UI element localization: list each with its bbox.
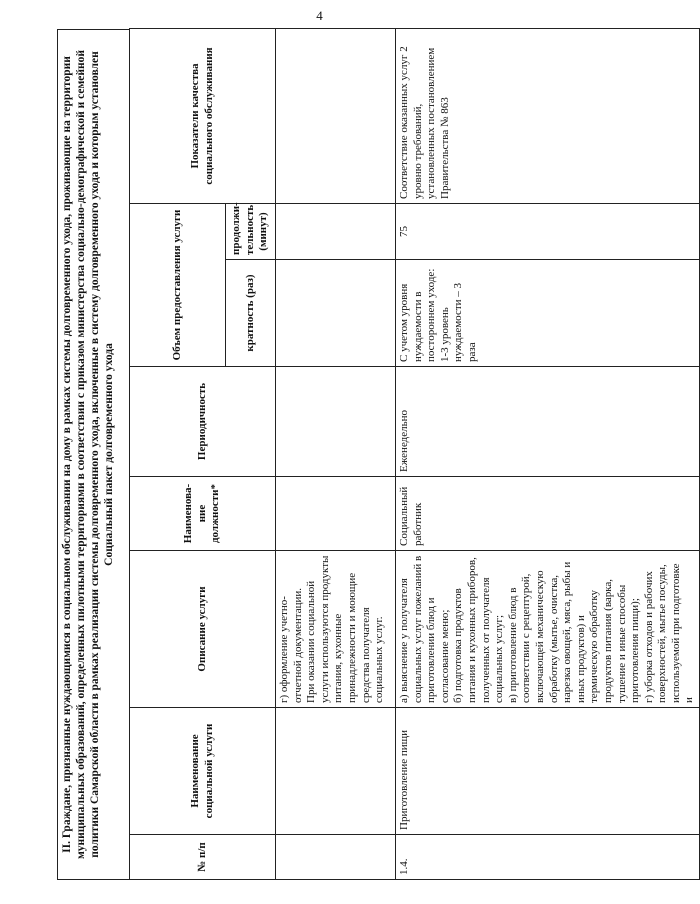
cell-duration [276, 204, 396, 260]
header-num: № п/п [130, 835, 276, 880]
table-header-row [130, 29, 226, 880]
cell-frequency: С учетом уровня нуждаемости в постороннем уходе: 1-3 уровень нуждаемости – 3 раза [396, 260, 700, 367]
header-frequency: кратность (раз) [226, 260, 276, 367]
cell-num: 1.4. [396, 835, 700, 880]
rotated-table-sheet [57, 29, 696, 880]
cell-quality [276, 29, 396, 204]
header-duration: продолжи-тельность (минут) [226, 204, 276, 260]
header-position: Наименова-ние должности* [130, 477, 276, 551]
cell-duration: 75 [396, 204, 700, 260]
cell-description: а) выяснение у получателя социальных услуг пожеланий в приготовлении блюд и согласование меню; б) подготовка продуктов питания и кухонных приборов, полученных от получателя социальных услуг; в) приготовление блюд в соответствии с рецептурой, включающей механическую обработку (мытье, очистка, нарезка овощей, мяса, рыбы и иных продуктов) и термическую обработку продуктов питания (варка, тушение и иные способы приготовления пищи); г) уборка отходов и рабочих поверхностей, мытье посуды, используемой при подготовке и [396, 551, 700, 708]
cell-service-name: Приготовление пищи [396, 708, 700, 835]
header-volume: Объем предоставления услуги [130, 204, 226, 367]
cell-description: г) оформление учетно-отчетной документации. При оказании социальной услуги используются продукты питания, кухонные принадлежности и моющие средства получателя социальных услуг. [276, 551, 396, 708]
header-periodicity: Периодичность [130, 367, 276, 477]
cell-position: Социальный работник [396, 477, 700, 551]
cell-num [276, 835, 396, 880]
table-row [396, 29, 700, 880]
section-title: II. Граждане, признанные нуждающимися в социальном обслуживании на дому в рамках системы долговременного ухода, проживающие на территории муниципальных образований, определенных пилотными территориями в соответствии с приказом министерства социально-демографической и семейной политики Самарской области в рамках реализации системы долговременного ухода, включенные в систему долговременного ухода и которым установлен Социальный пакет долговременного ухода [57, 29, 129, 880]
header-service-name: Наименование социальной услуги [130, 708, 276, 835]
cell-frequency [276, 260, 396, 367]
cell-periodicity [276, 367, 396, 477]
header-description: Описание услуги [130, 551, 276, 708]
page-number: 4 [316, 8, 323, 23]
table-row [276, 29, 396, 880]
header-quality: Показатели качества социального обслуживания [130, 29, 276, 204]
cell-service-name [276, 708, 396, 835]
services-table [129, 28, 700, 880]
cell-position [276, 477, 396, 551]
cell-quality: Соответствие оказанных услуг 2 уровню требований, установленных постановлением Правительства № 863 [396, 29, 700, 204]
cell-periodicity: Еженедельно [396, 367, 700, 477]
